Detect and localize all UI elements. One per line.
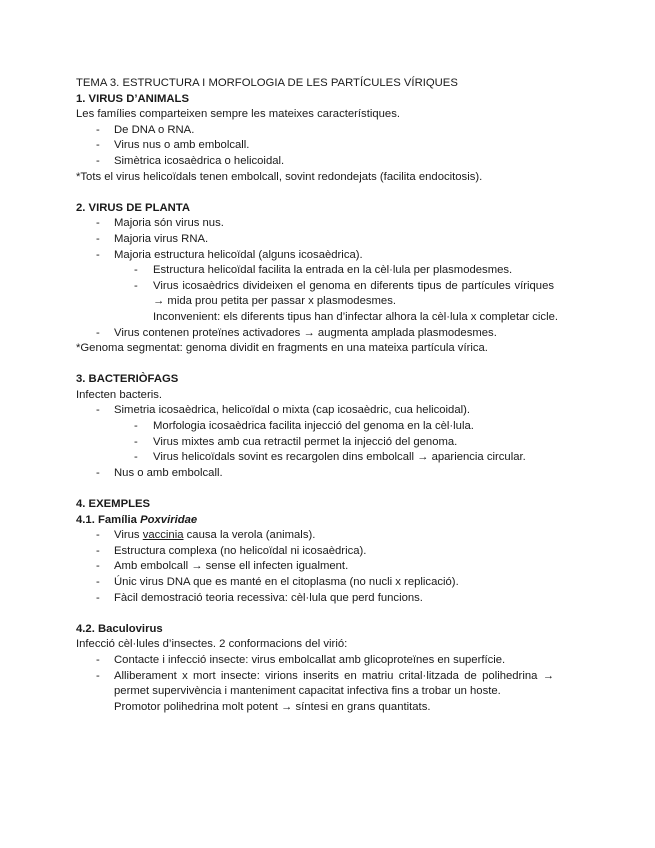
list-item: - Majoria virus RNA. xyxy=(76,232,554,248)
list-item: - Simètrica icosaèdrica o helicoidal. xyxy=(76,154,554,170)
section-note: *Genoma segmentat: genoma dividit en fragments en una mateixa partícula vírica. xyxy=(76,342,488,355)
list-item: - Majoria estructura helicoïdal (alguns icosaèdrica). xyxy=(76,248,554,264)
bullet-dash: - xyxy=(96,669,100,682)
document-title: TEMA 3. ESTRUCTURA I MORFOLOGIA DE LES PARTÍCULES VÍRIQUES xyxy=(76,77,458,89)
bullet-dash: - xyxy=(96,139,100,152)
document-page xyxy=(76,76,559,715)
bullet-dash: - xyxy=(96,217,100,230)
bullet-dash: - xyxy=(96,560,100,573)
bullet-dash: - xyxy=(96,248,100,261)
list-item: - Simetria icosaèdrica, helicoïdal o mixta (cap icosaèdric, cua helicoidal). xyxy=(76,403,554,419)
subsection-heading-poxviridae: 4.1. Família Poxviridae xyxy=(76,513,198,526)
section-note: *Tots el virus helicoïdals tenen embolcall, sovint redondejats (facilita endocitosis). xyxy=(76,170,483,183)
bullet-dash: - xyxy=(96,591,100,604)
sub-list-continuation: Inconvenient: els diferents tipus han d’infectar alhora la cèl·lula x completar cicle. xyxy=(153,310,559,323)
bullet-dash: - xyxy=(96,653,100,666)
list-item: - Majoria són virus nus. xyxy=(76,216,554,232)
list-item: - Virus nus o amb embolcall. xyxy=(76,138,554,154)
bullet-dash: - xyxy=(96,544,100,557)
sub-list-item: - Morfologia icosaèdrica facilita injecció del genoma en la cèl·lula. xyxy=(76,419,554,435)
section-intro: Infecten bacteris. xyxy=(76,388,163,401)
section-heading-animals: 1. VIRUS D’ANIMALS xyxy=(76,92,189,105)
list-item: - Contacte i infecció insecte: virus embolcallat amb glicoproteïnes en superfície. xyxy=(76,653,554,669)
list-item: - Únic virus DNA que es manté en el citoplasma (no nucli x replicació). xyxy=(76,575,554,591)
section-intro: Les famílies comparteixen sempre les mateixes característiques. xyxy=(76,108,400,121)
bullet-dash: - xyxy=(96,232,100,245)
sub-list-item: - Virus mixtes amb cua retractil permet la injecció del genoma. xyxy=(76,435,554,451)
bullet-dash: - xyxy=(134,451,138,464)
list-continuation: Promotor polihedrina molt potent → síntesi en grans quantitats. xyxy=(114,700,431,713)
bullet-dash: - xyxy=(96,404,100,417)
list-item: - De DNA o RNA. xyxy=(76,123,554,139)
bullet-dash: - xyxy=(134,279,138,292)
sub-list-item: - Virus icosaèdrics divideixen el genoma en diferents tipus de partícules víriques xyxy=(76,279,554,295)
section-heading-plants: 2. VIRUS DE PLANTA xyxy=(76,201,191,214)
bullet-dash: - xyxy=(96,154,100,167)
list-item: - Virus contenen proteïnes activadores → augmenta amplada plasmodesmes. xyxy=(76,326,554,342)
list-item: - Virus vaccinia causa la verola (animals). xyxy=(76,528,554,544)
sub-list-continuation: → mida prou petita per passar x plasmodesmes. xyxy=(153,295,396,308)
bullet-dash: - xyxy=(134,264,138,277)
list-item: - Fàcil demostració teoria recessiva: cèl·lula que perd funcions. xyxy=(76,591,554,607)
list-item: - Nus o amb embolcall. xyxy=(76,466,554,482)
bullet-dash: - xyxy=(96,576,100,588)
section-intro: Infecció cèl·lules d’insectes. 2 conformacions del virió: xyxy=(76,638,348,651)
bullet-dash: - xyxy=(96,466,100,479)
sub-list-item: - Estructura helicoïdal facilita la entrada en la cèl·lula per plasmodesmes. xyxy=(76,263,554,279)
section-heading-examples: 4. EXEMPLES xyxy=(76,498,151,511)
list-item: - Alliberament x mort insecte: virions inserits en matriu crital·litzada de polihedrina → xyxy=(76,669,554,685)
bullet-dash: - xyxy=(96,529,100,542)
subsection-heading-baculovirus: 4.2. Baculovirus xyxy=(76,622,163,635)
section-heading-bacteriophages: 3. BACTERIÒFAGS xyxy=(76,373,179,386)
bullet-dash: - xyxy=(96,326,100,339)
list-continuation: permet supervivència i manteniment capacitat infectiva fins a trobar un hoste. xyxy=(114,685,501,698)
bullet-dash: - xyxy=(134,420,138,433)
list-item: - Estructura complexa (no helicoïdal ni icosaèdrica). xyxy=(76,544,554,560)
bullet-dash: - xyxy=(134,435,138,448)
sub-list-item: - Virus helicoïdals sovint es recargolen dins embolcall → apariencia circular. xyxy=(76,450,554,466)
list-item: - Amb embolcall → sense ell infecten igualment. xyxy=(76,559,554,575)
bullet-dash: - xyxy=(96,123,100,136)
